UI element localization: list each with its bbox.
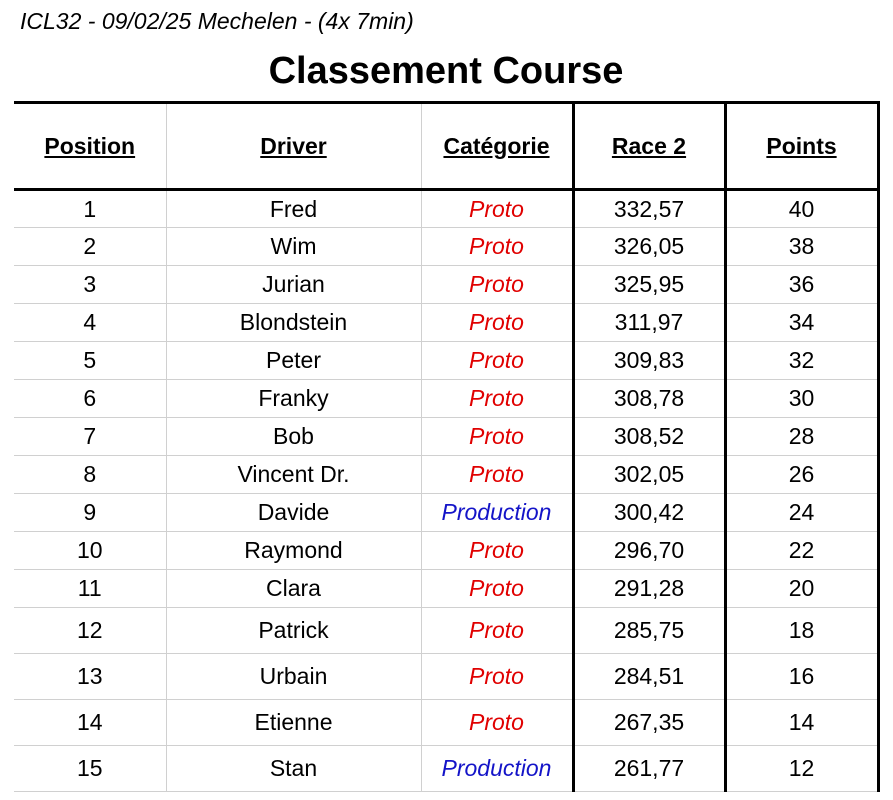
cell-position: 13	[14, 654, 166, 700]
cell-position: 9	[14, 494, 166, 532]
cell-driver: Stan	[166, 746, 421, 792]
cell-race2: 284,51	[573, 654, 725, 700]
cell-position: 4	[14, 304, 166, 342]
column-header-race2: Race 2	[573, 103, 725, 190]
cell-category: Proto	[421, 608, 573, 654]
cell-race2: 267,35	[573, 700, 725, 746]
cell-race2: 332,57	[573, 190, 725, 228]
cell-points: 28	[725, 418, 878, 456]
table-row	[14, 418, 878, 456]
cell-points: 36	[725, 266, 878, 304]
cell-category: Proto	[421, 380, 573, 418]
cell-points: 40	[725, 190, 878, 228]
cell-driver: Patrick	[166, 608, 421, 654]
table-row	[14, 380, 878, 418]
cell-position: 12	[14, 608, 166, 654]
cell-position: 2	[14, 228, 166, 266]
column-header-category: Catégorie	[421, 103, 573, 190]
cell-race2: 300,42	[573, 494, 725, 532]
table-header-row	[14, 103, 878, 190]
cell-position: 5	[14, 342, 166, 380]
cell-position: 6	[14, 380, 166, 418]
table-row	[14, 700, 878, 746]
cell-points: 22	[725, 532, 878, 570]
cell-position: 10	[14, 532, 166, 570]
cell-race2: 296,70	[573, 532, 725, 570]
cell-race2: 326,05	[573, 228, 725, 266]
cell-race2: 308,78	[573, 380, 725, 418]
cell-race2: 291,28	[573, 570, 725, 608]
cell-points: 20	[725, 570, 878, 608]
cell-points: 14	[725, 700, 878, 746]
cell-driver: Franky	[166, 380, 421, 418]
cell-points: 38	[725, 228, 878, 266]
cell-driver: Urbain	[166, 654, 421, 700]
cell-position: 15	[14, 746, 166, 792]
table-row	[14, 746, 878, 792]
cell-points: 26	[725, 456, 878, 494]
cell-driver: Etienne	[166, 700, 421, 746]
cell-points: 16	[725, 654, 878, 700]
cell-race2: 302,05	[573, 456, 725, 494]
cell-position: 11	[14, 570, 166, 608]
cell-category: Proto	[421, 654, 573, 700]
cell-driver: Bob	[166, 418, 421, 456]
cell-driver: Jurian	[166, 266, 421, 304]
standings-table	[14, 101, 880, 792]
cell-position: 1	[14, 190, 166, 228]
cell-driver: Raymond	[166, 532, 421, 570]
cell-category: Proto	[421, 228, 573, 266]
table-row	[14, 494, 878, 532]
table-row	[14, 266, 878, 304]
cell-race2: 325,95	[573, 266, 725, 304]
page-title: Classement Course	[268, 50, 624, 92]
cell-race2: 285,75	[573, 608, 725, 654]
cell-race2: 308,52	[573, 418, 725, 456]
cell-driver: Davide	[166, 494, 421, 532]
cell-position: 14	[14, 700, 166, 746]
table-row	[14, 342, 878, 380]
cell-points: 32	[725, 342, 878, 380]
cell-points: 34	[725, 304, 878, 342]
table-row	[14, 608, 878, 654]
cell-position: 8	[14, 456, 166, 494]
table-row	[14, 532, 878, 570]
cell-category: Proto	[421, 342, 573, 380]
cell-race2: 311,97	[573, 304, 725, 342]
cell-points: 30	[725, 380, 878, 418]
cell-category: Proto	[421, 532, 573, 570]
cell-position: 3	[14, 266, 166, 304]
cell-driver: Vincent Dr.	[166, 456, 421, 494]
cell-position: 7	[14, 418, 166, 456]
cell-driver: Blondstein	[166, 304, 421, 342]
column-header-points: Points	[725, 103, 878, 190]
cell-category: Proto	[421, 456, 573, 494]
column-header-position: Position	[14, 103, 166, 190]
cell-driver: Peter	[166, 342, 421, 380]
cell-category: Proto	[421, 418, 573, 456]
table-row	[14, 190, 878, 228]
table-row	[14, 456, 878, 494]
cell-race2: 309,83	[573, 342, 725, 380]
cell-category: Proto	[421, 304, 573, 342]
cell-category: Proto	[421, 190, 573, 228]
table-row	[14, 304, 878, 342]
table-row	[14, 228, 878, 266]
cell-category: Proto	[421, 700, 573, 746]
cell-category: Proto	[421, 570, 573, 608]
table-row	[14, 570, 878, 608]
cell-category: Production	[421, 494, 573, 532]
cell-points: 18	[725, 608, 878, 654]
event-subtitle: ICL32 - 09/02/25 Mechelen - (4x 7min)	[20, 8, 414, 34]
cell-category: Proto	[421, 266, 573, 304]
cell-race2: 261,77	[573, 746, 725, 792]
cell-points: 12	[725, 746, 878, 792]
column-header-driver: Driver	[166, 103, 421, 190]
cell-driver: Fred	[166, 190, 421, 228]
cell-points: 24	[725, 494, 878, 532]
cell-driver: Clara	[166, 570, 421, 608]
cell-driver: Wim	[166, 228, 421, 266]
table-row	[14, 654, 878, 700]
cell-category: Production	[421, 746, 573, 792]
